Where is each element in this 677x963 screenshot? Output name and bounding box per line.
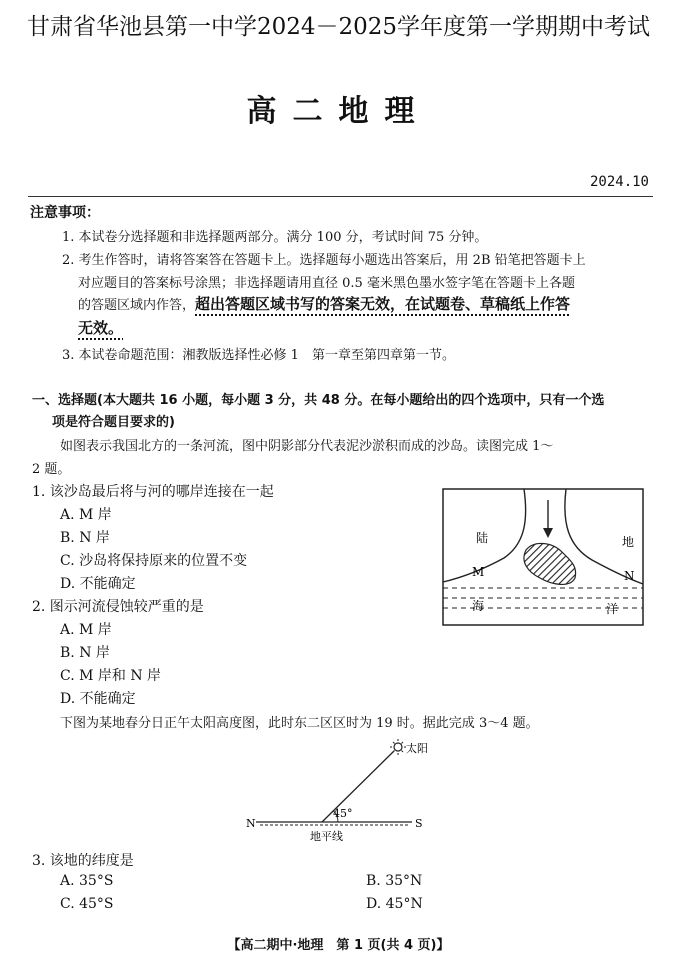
notice-emphasis-2: 无效。 — [78, 319, 124, 337]
label-bank-n: N — [624, 569, 635, 583]
section-heading-line-2: 项是符合题目要求的) — [52, 415, 175, 430]
question-2-option-d: D. 不能确定 — [60, 691, 136, 707]
label-south: S — [415, 817, 423, 830]
notice-item-2-line-2: 对应题目的答案标号涂黑；非选择题请用直径 0.5 毫米黑色墨水签字笔在答题卡上各题 — [78, 276, 575, 291]
label-horizon: 地平线 — [310, 830, 343, 843]
question-3-stem: 3. 该地的纬度是 — [32, 853, 134, 869]
question-3-option-a: A. 35°S — [60, 873, 114, 889]
subject-title: 高二地理 — [246, 94, 431, 129]
exam-date: 2024.10 — [589, 174, 649, 190]
notice-item-2-line-3 — [78, 293, 570, 314]
label-land-right: 地 — [622, 535, 635, 549]
question-3-option-b: B. 35°N — [366, 873, 423, 889]
section-heading-line-1: 一、选择题(本大题共 16 小题，每小题 3 分，共 48 分。在每小题给出的四个选项中，只有一个选 — [32, 393, 605, 408]
river-sandbar-map — [442, 488, 644, 626]
intro-2: 下图为某地春分日正午太阳高度图，此时东二区区时为 19 时。据此完成 3～4 题。 — [60, 716, 539, 731]
notice-item-3: 3. 本试卷命题范围：湘教版选择性必修 1 第一章至第四章第一节。 — [62, 348, 455, 363]
question-1-option-b: B. N 岸 — [60, 530, 110, 546]
notice-heading: 注意事项： — [30, 205, 100, 221]
label-angle: 45° — [333, 807, 353, 820]
question-2-option-b: B. N 岸 — [60, 645, 110, 661]
page-footer: 【高二期中·地理 第 1 页(共 4 页)】 — [227, 938, 450, 953]
label-sea-left: 海 — [472, 599, 485, 613]
exam-title: 甘肃省华池县第一中学2024－2025学年度第一学期期中考试 — [26, 14, 651, 40]
question-1-option-c: C. 沙岛将保持原来的位置不变 — [60, 553, 248, 569]
label-north: N — [246, 817, 256, 830]
label-sea-right: 洋 — [606, 602, 619, 616]
question-1-option-a: A. M 岸 — [60, 507, 112, 523]
notice-item-2-line-3-text: 的答题区域内作答， — [78, 298, 196, 313]
question-2-option-c: C. M 岸和 N 岸 — [60, 668, 162, 684]
sun-altitude-figure — [240, 738, 470, 844]
label-land-left: 陆 — [476, 531, 489, 545]
intro-1-line-1: 如图表示我国北方的一条河流，图中阴影部分代表泥沙淤积而成的沙岛。读图完成 1～ — [60, 439, 554, 454]
notice-item-2-line-1: 2. 考生作答时，请将答案答在答题卡上。选择题每小题选出答案后，用 2B 铅笔把答题卡上 — [62, 253, 586, 268]
question-3-option-d: D. 45°N — [366, 896, 423, 912]
label-sun: 太阳 — [406, 742, 428, 755]
header-divider — [28, 196, 653, 197]
question-2-stem: 2. 图示河流侵蚀较严重的是 — [32, 599, 204, 615]
question-1-stem: 1. 该沙岛最后将与河的哪岸连接在一起 — [32, 484, 274, 500]
notice-item-1: 1. 本试卷分选择题和非选择题两部分。满分 100 分，考试时间 75 分钟。 — [62, 230, 488, 245]
question-1-option-d: D. 不能确定 — [60, 576, 136, 592]
label-bank-m: M — [472, 565, 485, 579]
question-3-option-c: C. 45°S — [60, 896, 114, 912]
question-2-option-a: A. M 岸 — [60, 622, 112, 638]
notice-emphasis-1: 超出答题区域书写的答案无效，在试题卷、草稿纸上作答 — [195, 295, 571, 313]
intro-1-line-2: 2 题。 — [32, 462, 71, 477]
sun-icon — [394, 743, 402, 751]
